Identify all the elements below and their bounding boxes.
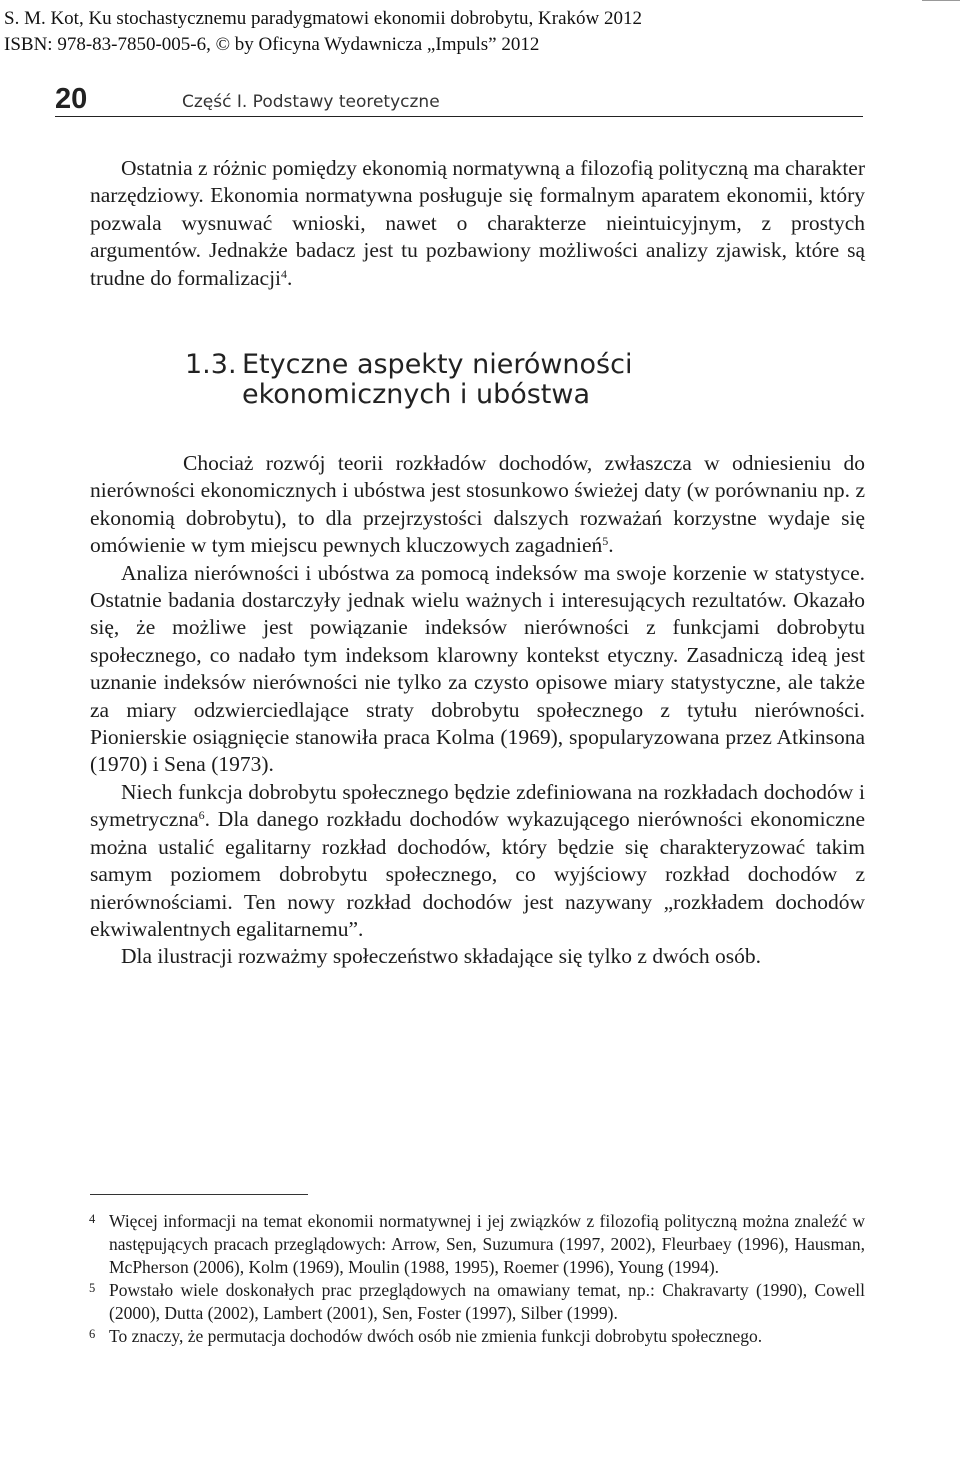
corner-line (922, 0, 960, 10)
paragraph-4: Dla ilustracji rozważmy społeczeństwo składające się tylko z dwóch osób. (121, 944, 762, 969)
paragraph-1 (90, 450, 865, 560)
intro-paragraph-block (90, 155, 865, 292)
paragraph-3-text-a: Niech funkcja dobrobytu społecznego będzie zdefiniowana na rozkładach dochodów i symetryczna (90, 779, 865, 832)
footnote-ref-5: 5 (602, 534, 609, 549)
footnote-number: 6 (89, 1327, 96, 1341)
intro-paragraph-end: . (287, 265, 293, 290)
paragraph-1-text: Chociaż rozwój teorii rozkładów dochodów, zwłaszcza w odniesieniu do nierówności ekonomicznych i ubóstwa jest stosunkowo świeżej daty (w porównaniu np. z ekonomią dobrobytu), to dla przejrzystości dalszych rozważań korzystne wydaje się omówienie w tym miejscu pewnych kluczowych zagadnień (90, 451, 865, 558)
footnote-6 (90, 1325, 865, 1348)
intro-paragraph-text: Ostatnia z różnic pomiędzy ekonomią normatywną a filozofią polityczną ma charakter narzędziowy. Ekonomia normatywna posługuje się formalnym aparatem ekonomii, który pozwala wysnuwać wnioski, nawet o charakterze nieintuicyjnym, z prostych argumentów. Jednakże badacz jest tu pozbawiony możliwości analizy zjawisk, które są trudne do formalizacji (90, 156, 865, 290)
running-head (55, 78, 863, 117)
footnote-4 (90, 1210, 865, 1279)
header-stamp-line2: ISBN: 978-83-7850-005-6, © by Oficyna Wydawnicza „Impuls” 2012 (4, 34, 540, 55)
footnote-5 (90, 1279, 865, 1325)
paragraph-3-text-b: . Dla danego rozkładu dochodów wykazującego nierówności ekonomiczne można ustalić egalitarny rozkład dochodów, który będzie się charakteryzować takim samym poziomem dobrobytu społecznego, co wyjściowy rozkład dochodów z nierównościami. Ten nowy rozkład dochodów jest nazywany „rozkładem dochodów ekwiwalentnych egalitarnemu”. (90, 807, 865, 941)
footnote-text: Powstało wiele doskonałych prac przeglądowych na omawiany temat, np.: Chakravarty (1990), Cowell (2000), Dutta (2002), Lambert (2001), Sen, Foster (1997), Silber (1999). (109, 1280, 865, 1323)
paragraph-1-end: . (608, 533, 614, 558)
section-number: 1.3. (185, 349, 237, 380)
section-heading (185, 350, 632, 410)
footnotes (90, 1210, 865, 1348)
section-body (90, 450, 865, 971)
footnote-number: 4 (89, 1212, 96, 1226)
footnote-text: To znaczy, że permutacja dochodów dwóch osób nie zmienia funkcji dobrobytu społecznego. (109, 1326, 763, 1346)
header-stamp-line1: S. M. Kot, Ku stochastycznemu paradygmatowi ekonomii dobrobytu, Kraków 2012 (4, 8, 642, 29)
running-title: Część I. Podstawy teoretyczne (182, 92, 440, 112)
footnote-number: 5 (89, 1281, 96, 1295)
footnote-text: Więcej informacji na temat ekonomii normatywnej i jej związków z filozofią polityczną można znaleźć w następujących pracach przeglądowych: Arrow, Sen, Suzumura (1997, 2002), Fleurbaey (1996), Hausman, McPherson (2006), Kolm (1969), Moulin (1988, 1995), Roemer (1996), Young (1994). (109, 1211, 865, 1277)
page-number: 20 (55, 83, 88, 115)
section-title-line2: ekonomicznych i ubóstwa (242, 379, 591, 410)
section-title-line1: Etyczne aspekty nierówności (242, 349, 633, 380)
intro-paragraph (90, 155, 865, 292)
footnote-separator (90, 1194, 308, 1195)
footnote-ref-4: 4 (281, 266, 288, 281)
footnote-ref-6: 6 (198, 808, 205, 823)
paragraph-2: Analiza nierówności i ubóstwa za pomocą indeksów ma swoje korzenie w statystyce. Ostatnie badania dostarczyły jednak wielu ważnych i interesujących rezultatów. Okazało się, że możliwe jest powiązanie indeksów nierówności z funkcjami dobrobytu społecznego, co nadało tym indeksom klarowny kontekst etyczny. Zasadniczą ideą jest uznanie indeksów nierówności nie tylko za czysto opisowe miary statystyczne, ale także za miary odzwierciedlające straty dobrobytu społecznego z tytułu nierówności. Pionierskie osiągnięcie stanowiła praca Kolma (1969), spopularyzowana przez Atkinsona (1970) i Sena (1973). (90, 560, 865, 777)
paragraph-3 (90, 779, 865, 943)
header-stamp (4, 6, 642, 58)
